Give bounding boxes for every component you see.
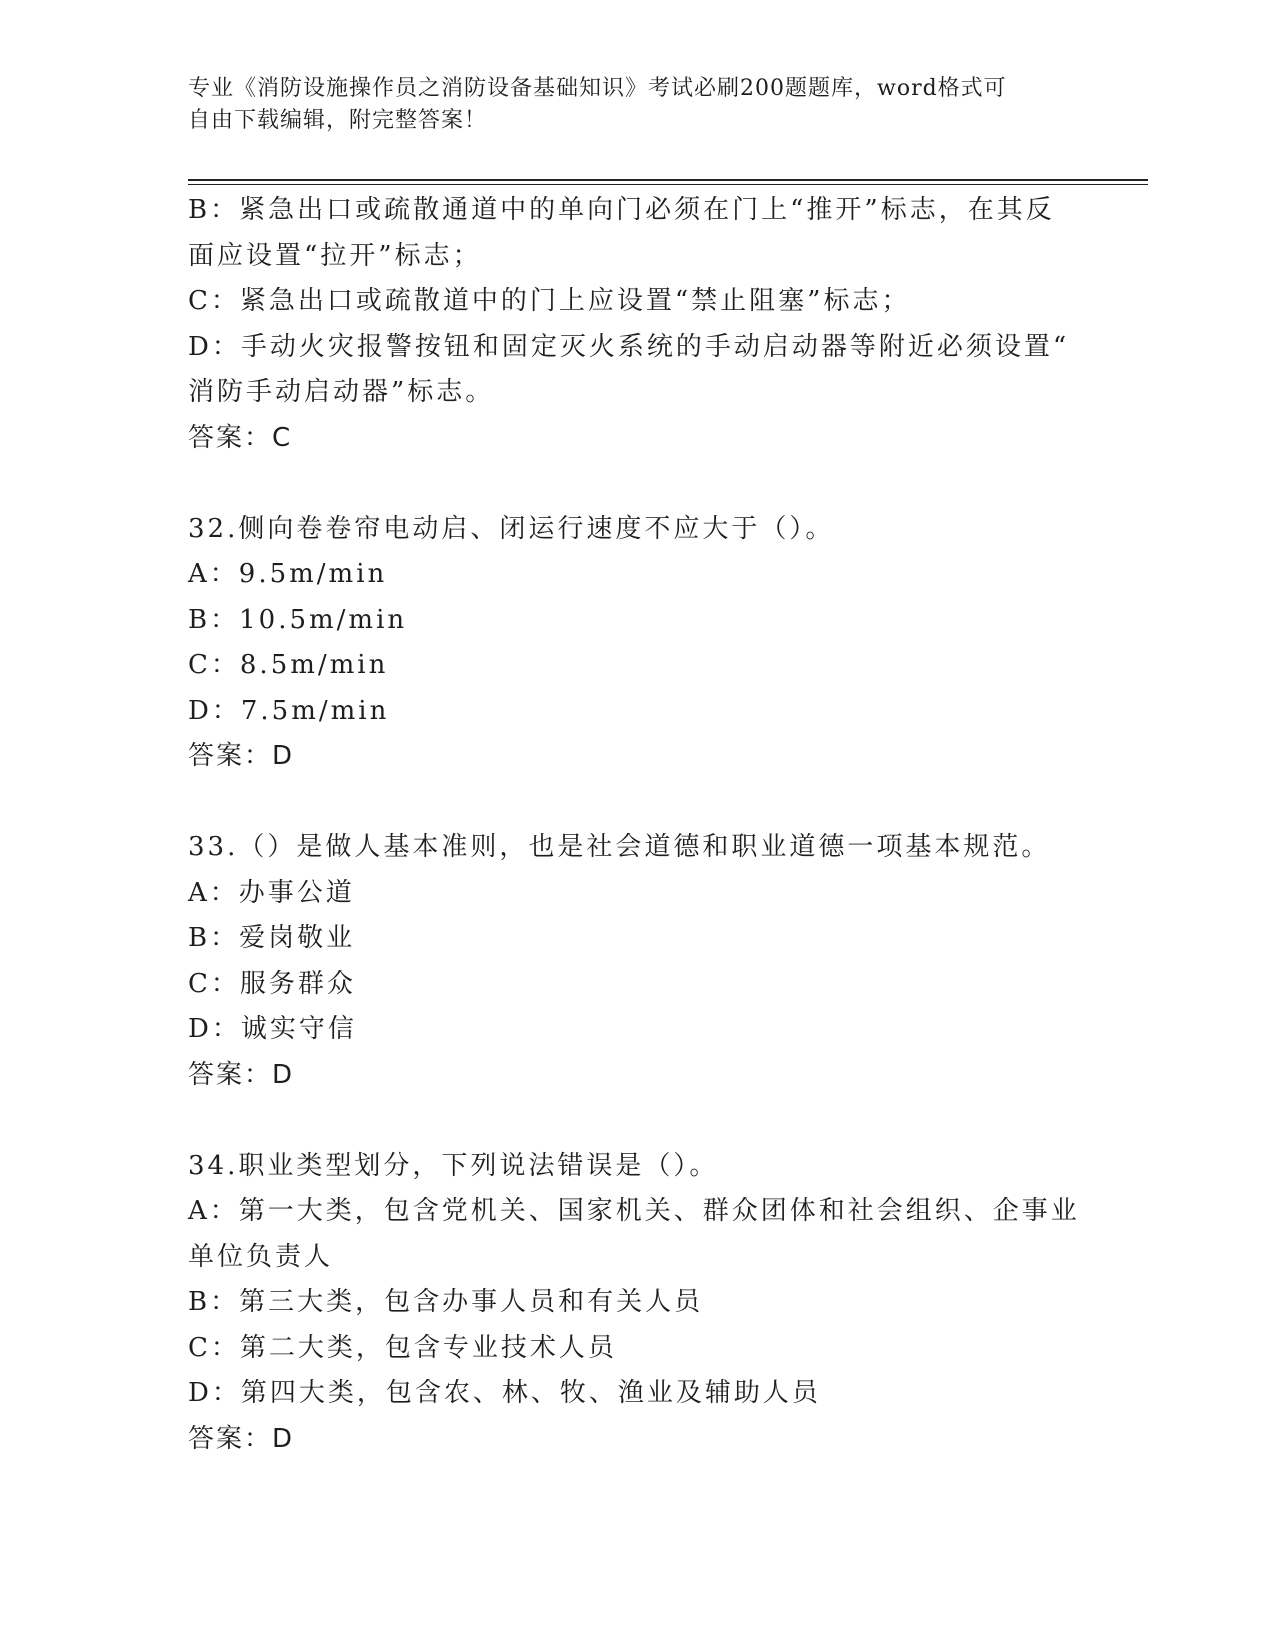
option-b: B：爱岗敬业 <box>188 923 356 953</box>
question-spacer <box>188 780 1088 826</box>
answer: 答案：D <box>188 1423 295 1454</box>
question-stem: 34.职业类型划分，下列说法错误是（）。 <box>188 1150 719 1181</box>
header-divider-thin <box>188 184 1148 185</box>
answer: 答案：D <box>188 741 295 771</box>
option-b-line-2: 面应设置“拉开”标志； <box>188 240 482 271</box>
question-32 <box>188 507 1088 780</box>
option-c: C：紧急出口或疏散道中的门上应设置“禁止阻塞”标志； <box>188 286 911 316</box>
answer: 答案：D <box>188 1059 295 1090</box>
question-stem: 33.（）是做人基本准则，也是社会道德和职业道德一项基本规范。 <box>188 832 1051 862</box>
option-d: D：第四大类，包含农、林、牧、渔业及辅助人员 <box>188 1378 821 1408</box>
question-33 <box>188 825 1088 1098</box>
header-divider-thick <box>188 179 1148 181</box>
header-title-line-2: 自由下载编辑，附完整答案！ <box>188 108 488 133</box>
option-d-line-1: D：手动火灾报警按钮和固定灭火系统的手动启动器等附近必须设置“ <box>188 331 1070 362</box>
question-stem: 32.侧向卷卷帘电动启、闭运行速度不应大于（）。 <box>188 513 835 544</box>
option-a-line-2: 单位负责人 <box>188 1241 334 1272</box>
option-b: B：10.5m/min <box>188 604 408 635</box>
header-title-line-1: 专业《消防设施操作员之消防设备基础知识》考试必刷200题题库，word格式可 <box>188 76 1007 101</box>
option-c: C：8.5m/min <box>188 650 389 680</box>
option-c: C：第二大类，包含专业技术人员 <box>188 1332 617 1363</box>
option-b-line-1: B：紧急出口或疏散通道中的单向门必须在门上“推开”标志，在其反 <box>188 195 1055 225</box>
option-a: A：9.5m/min <box>188 559 388 589</box>
option-b: B：第三大类，包含办事人员和有关人员 <box>188 1287 704 1317</box>
question-list <box>188 188 1088 1462</box>
option-d-line-2: 消防手动启动器”标志。 <box>188 377 495 407</box>
option-d: D：7.5m/min <box>188 695 390 726</box>
option-d: D：诚实守信 <box>188 1014 357 1044</box>
option-c: C：服务群众 <box>188 968 356 999</box>
option-a-line-1: A：第一大类，包含党机关、国家机关、群众团体和社会组织、企事业 <box>188 1196 1080 1226</box>
document-header <box>188 73 1068 137</box>
option-a: A：办事公道 <box>188 877 355 908</box>
question-spacer <box>188 461 1088 507</box>
question-34 <box>188 1144 1088 1463</box>
question-31-tail <box>188 188 1088 461</box>
question-spacer <box>188 1098 1088 1144</box>
answer: 答案：C <box>188 422 293 453</box>
